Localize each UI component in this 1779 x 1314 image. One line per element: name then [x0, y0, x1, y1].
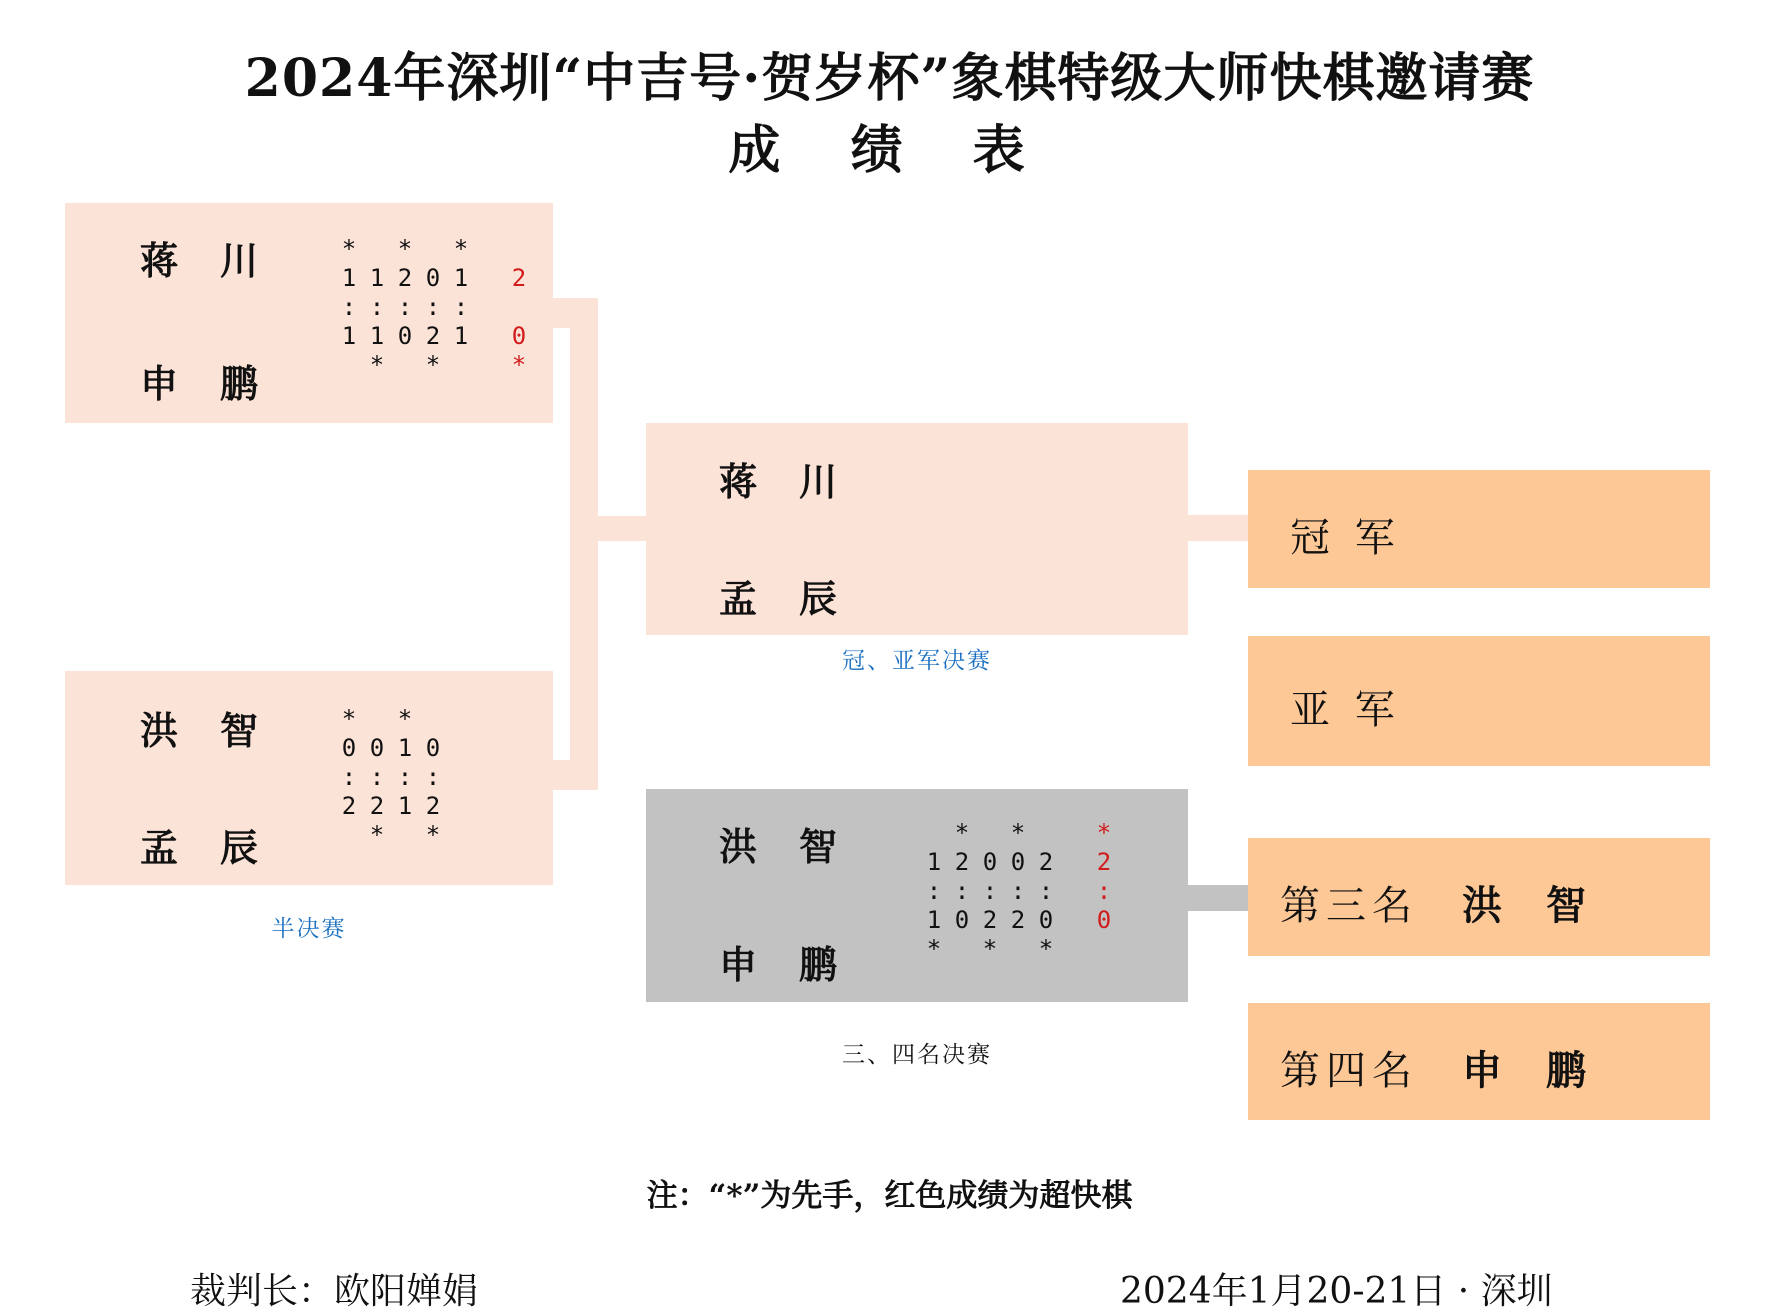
player-top-char1: 洪 [719, 824, 758, 869]
fourth-place-name [1462, 1047, 1586, 1094]
semifinal-match-2 [65, 671, 553, 885]
first-move-star: * [954, 819, 970, 847]
score-top: 0 [1010, 848, 1026, 876]
score-bottom: 2 [341, 792, 357, 820]
score-top: 0 [982, 848, 998, 876]
blitz-game [1090, 819, 1118, 964]
third-place-label: 第三名 [1280, 883, 1418, 929]
game-2 [363, 705, 391, 850]
score-sep [505, 293, 533, 322]
score-bottom: 2 [1010, 906, 1026, 934]
player-bottom [719, 568, 837, 623]
first-move-star [335, 821, 363, 850]
score-bottom: 1 [453, 322, 469, 350]
champion-box [1248, 470, 1710, 588]
score-sep: : [397, 763, 413, 791]
first-move-star: * [1096, 819, 1112, 847]
player-bottom-char1: 申 [140, 361, 179, 406]
game-1 [920, 819, 948, 964]
first-move-star: * [341, 235, 357, 263]
score-sep: : [1010, 877, 1026, 905]
champion-entry [1290, 506, 1401, 563]
runner-up-box [1248, 636, 1710, 766]
player-top-char2: 智 [220, 708, 259, 753]
legend-note: 注：“*”为先手，红色成绩为超快棋 [646, 1178, 1133, 1214]
score-bottom: 1 [369, 322, 385, 350]
third-place-name [1462, 882, 1586, 929]
score-bottom: 0 [954, 906, 970, 934]
score-top: 0 [425, 264, 441, 292]
connector-final-to-champion [1188, 515, 1248, 541]
score-sep: : [453, 293, 469, 321]
score-bottom: 0 [1038, 906, 1054, 934]
first-move-star [419, 705, 447, 734]
first-move-star [976, 819, 1004, 848]
score-top: 1 [341, 264, 357, 292]
score-sep: : [425, 763, 441, 791]
player-top-char1: 蒋 [719, 459, 758, 504]
score-bottom: 0 [397, 322, 413, 350]
game-5 [1032, 819, 1060, 964]
chief-referee: 裁判长：欧阳婵娟 [190, 1271, 479, 1312]
third-place-box [1248, 838, 1710, 956]
score-top: 2 [397, 264, 413, 292]
score-sep: : [369, 763, 385, 791]
game-3 [391, 235, 419, 380]
score-bottom: 2 [982, 906, 998, 934]
score-sep: : [1038, 877, 1054, 905]
player-top-char2: 川 [799, 459, 838, 504]
first-move-star [363, 235, 391, 264]
player-bottom-char1: 孟 [719, 576, 758, 621]
first-move-star: * [397, 705, 413, 733]
date-location: 2024年1月20-21日 · 深圳 [1120, 1271, 1553, 1312]
table-subtitle: 成 绩 表 [728, 120, 1051, 181]
score-bottom: 2 [425, 792, 441, 820]
game-4 [419, 705, 447, 850]
game-3 [976, 819, 1004, 964]
score-top: 0 [369, 734, 385, 762]
runner-up-entry [1290, 678, 1401, 735]
game-scores [335, 705, 447, 850]
blitz-game [505, 235, 533, 380]
fourth-place-name-char2: 鹏 [1546, 1047, 1586, 1094]
blitz-score-top: 2 [511, 264, 527, 292]
score-top: 1 [926, 848, 942, 876]
game-4 [419, 235, 447, 380]
player-bottom [719, 934, 837, 989]
connector-third-to-place [1188, 885, 1248, 911]
runner-up-label: 亚 军 [1290, 687, 1401, 733]
first-move-star [335, 351, 363, 380]
player-top [140, 230, 258, 285]
fourth-place-entry [1280, 1039, 1586, 1096]
score-sep: : [425, 293, 441, 321]
first-move-star: * [369, 351, 385, 379]
first-move-star [363, 705, 391, 734]
player-top-char1: 洪 [140, 708, 179, 753]
first-move-star: * [453, 235, 469, 263]
first-move-star: * [425, 351, 441, 379]
champion-label: 冠 军 [1290, 515, 1401, 561]
first-move-star [447, 351, 475, 380]
first-move-star [948, 935, 976, 964]
game-2 [363, 235, 391, 380]
third-place-entry [1280, 874, 1586, 931]
first-move-star [419, 235, 447, 264]
player-bottom-char2: 鹏 [799, 942, 838, 987]
fourth-place-box [1248, 1003, 1710, 1120]
score-sep: : [982, 877, 998, 905]
score-sep: : [341, 293, 357, 321]
score-bottom: 1 [926, 906, 942, 934]
first-move-star [1032, 819, 1060, 848]
score-sep: : [1096, 877, 1112, 905]
fourth-place-name-char1: 申 [1462, 1047, 1502, 1094]
first-move-star [505, 235, 533, 264]
score-sep: : [341, 763, 357, 791]
score-sep: : [926, 877, 942, 905]
player-bottom [140, 353, 258, 408]
player-bottom-char1: 孟 [140, 825, 179, 870]
third-place-match [646, 789, 1188, 1002]
first-move-star: * [511, 351, 527, 379]
score-top: 1 [397, 734, 413, 762]
first-move-star: * [982, 935, 998, 963]
first-move-star [1004, 935, 1032, 964]
player-top-char2: 川 [220, 238, 259, 283]
semifinal-match-1 [65, 203, 553, 423]
final-match [646, 423, 1188, 635]
final-caption: 冠、亚军决赛 [842, 648, 992, 674]
game-1 [335, 705, 363, 850]
player-bottom-char1: 申 [719, 942, 758, 987]
player-bottom-char2: 辰 [220, 825, 259, 870]
first-move-star: * [1010, 819, 1026, 847]
third-place-caption: 三、四名决赛 [842, 1042, 992, 1068]
first-move-star: * [397, 235, 413, 263]
player-bottom-char2: 鹏 [220, 361, 259, 406]
first-move-star: * [1038, 935, 1054, 963]
score-sep: : [397, 293, 413, 321]
blitz-score-bottom: 0 [511, 322, 527, 350]
first-move-star [920, 819, 948, 848]
player-top [719, 816, 837, 871]
first-move-star [1090, 935, 1118, 964]
score-bottom: 1 [341, 322, 357, 350]
game-scores [335, 235, 533, 380]
player-bottom-char2: 辰 [799, 576, 838, 621]
first-move-star [391, 821, 419, 850]
connector-vertical [570, 298, 598, 790]
player-top-char1: 蒋 [140, 238, 179, 283]
score-bottom: 2 [425, 322, 441, 350]
game-5 [447, 235, 475, 380]
game-4 [1004, 819, 1032, 964]
third-place-name-char2: 智 [1546, 882, 1586, 929]
score-top: 0 [425, 734, 441, 762]
score-top: 2 [954, 848, 970, 876]
fourth-place-label: 第四名 [1280, 1048, 1418, 1094]
score-top: 0 [341, 734, 357, 762]
first-move-star: * [926, 935, 942, 963]
semifinal-caption: 半决赛 [271, 916, 347, 942]
blitz-score-top: 2 [1096, 848, 1112, 876]
player-top [719, 451, 837, 506]
player-top [140, 700, 258, 755]
score-bottom: 1 [397, 792, 413, 820]
blitz-score-bottom: 0 [1096, 906, 1112, 934]
first-move-star: * [341, 705, 357, 733]
game-1 [335, 235, 363, 380]
connector-to-final [570, 516, 646, 541]
score-top: 1 [369, 264, 385, 292]
game-scores [920, 819, 1118, 964]
game-3 [391, 705, 419, 850]
score-bottom: 2 [369, 792, 385, 820]
game-2 [948, 819, 976, 964]
score-top: 1 [453, 264, 469, 292]
score-sep: : [954, 877, 970, 905]
first-move-star: * [425, 821, 441, 849]
first-move-star: * [369, 821, 385, 849]
event-title: 2024年深圳“中吉号·贺岁杯”象棋特级大师快棋邀请赛 [244, 48, 1535, 109]
score-sep: : [369, 293, 385, 321]
first-move-star [391, 351, 419, 380]
third-place-name-char1: 洪 [1462, 882, 1502, 929]
player-top-char2: 智 [799, 824, 838, 869]
score-top: 2 [1038, 848, 1054, 876]
player-bottom [140, 817, 258, 872]
